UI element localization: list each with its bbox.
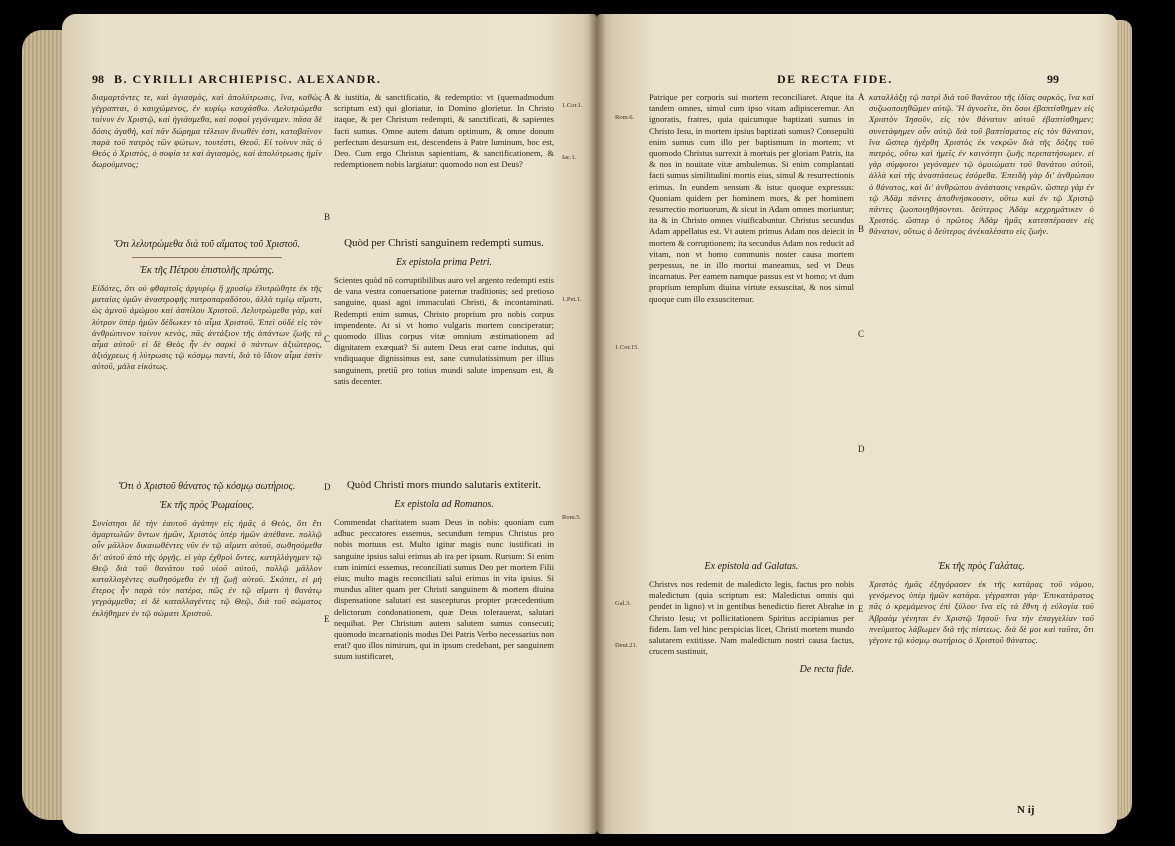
margin-note: Rom.5.: [562, 514, 582, 521]
margin-note: 1.Pet.1.: [562, 296, 582, 303]
divider: [132, 257, 282, 258]
section-letter: B: [324, 212, 331, 222]
margin-note: Iac.1.: [562, 154, 577, 161]
page-number: 99: [1047, 72, 1059, 86]
section-letter: D: [858, 444, 865, 454]
section-letter: D: [324, 482, 331, 492]
greek-section2-text: Συνίστησι δὲ τὴν ἑαυτοῦ ἀγάπην εἰς ἡμᾶς ὁ Θεὸς, ὅτι ἔτι ἁμαρτωλῶν ὄντων ἡμῶν, Χριστὸς ὑπὲρ ἡμῶν ἀπέθανε. πολλῷ οὖν μᾶλλον δικαιωθέντες νῦν ἐν τῷ αἵματι αὐτοῦ, σωθησόμεθα δι' αὐτοῦ ἀπὸ τῆς ὀργῆς. εἰ γὰρ ἐχθροὶ ὄντες, κατηλλάγημεν τῷ Θεῷ διὰ τοῦ θανάτου τοῦ υἱοῦ αὐτοῦ, πολλῷ μᾶλλον καταλλαγέντες σωθησόμεθα ἐν τῇ ζωῇ αὐτοῦ. Σκόπει, εἰ μὴ ἕτερος ἦν παρὰ τὸν πατέρα, πῶς ἐν τῷ αἵματι ἡ θανάτῳ γεγράμμεθα; εἰ δὲ καταλλαγέντες τῷ Θεῷ, διὰ τοῦ σώματος ἐκλήθημεν ἐν τῷ σώματι Χριστοῦ.: [92, 518, 322, 618]
greek-section1-text: Εἰδότες, ὅτι οὐ φθαρτοῖς ἀργυρίῳ ἢ χρυσίῳ ἐλυτρώθητε ἐκ τῆς ματαίας ὑμῶν ἀναστροφῆς πατροπαραδότου, ἀλλὰ τιμίῳ αἵματι, ὡς ἀμνοῦ ἀμώμου καὶ ἀσπίλου Χριστοῦ. Λελυτρώμεθα γὰρ, καὶ λύτρον ὑπὲρ ἡμῶν δέδωκεν τὸ αἷμα Χριστοῦ. Ἐπεὶ οὐδὲ εἰς τὸν ἀνθρώπινον τοίνυν κενὸς, πᾶς ἀντάξιον τῆς ἁπάντων ζωῆς τὸ αἷμα αὐτοῦ· εἰ δὲ Θεὸς ἦν ἐν σαρκὶ ὁ πάντων ἀξιώτερος, ἀξιόχρεως ἡ λύτρωσις τῷ κόσμῳ παντὶ, διὰ τὸ ἴδιον αἷμα ἐστὶν αὐτοῦ, μάλα εἰκότως.: [92, 283, 322, 372]
margin-note: 1.Cor.15.: [615, 344, 640, 351]
latin-galatians-source: Ex epistola ad Galatas.: [704, 561, 799, 572]
book-gutter: [588, 14, 606, 834]
section-letter: A: [858, 92, 865, 102]
margin-note: Gal.3.: [615, 600, 631, 607]
section-letter: B: [858, 224, 865, 234]
catchword: De recta fide.: [799, 664, 854, 676]
section-letter: A: [324, 92, 331, 102]
latin-galatians-text: Christvs nos redemit de maledicto legis, factus pro nobis maledictum (quia scriptum est: Maledictus omnis qui pendet in ligno) vt in gentibus benedictio fieret Abrahæ in Christo Iesu; vt pollicitationem Spiritus accipiamus per fidem. Iam vel hinc perspicias licet, Christi mortem mundo salutarem extitisse. Nam maledictum nostri causa factus, crucem sustinuit,: [649, 579, 854, 657]
greek-galatians-source: Ἐκ τῆς πρὸς Γαλάτας.: [938, 561, 1025, 572]
left-page: [62, 14, 597, 834]
greek-section1: [92, 232, 322, 375]
latin-section1-text: Scientes quòd nō corruptibilibus auro vel argento redempti estis de vana vestra conuersatione paternæ traditionis; sed pretioso sanguine, quasi agni immaculati Christi, & incontaminati. Redempti enim sumus, Christo proprium pro nobis corpus impendente. At si vt homo vulgaris mortem conciperatur; quomodo illius corpus vitæ omnium æstimationem ad dignitatem exæquat? Si autem Deus erat carne indutus, qui vndiquaque dignissimus est, sane cumulatissimum per illius sanguinem, pretiū pro totius mundi salute impensum est, & satis decenter.: [334, 275, 554, 386]
section-letter: E: [324, 614, 330, 624]
section-letter: C: [324, 334, 331, 344]
latin-section2: [334, 474, 554, 665]
greek-column-top: διαμαρτόντες τε, καὶ ἁγιασμὸς, καὶ ἀπολύτρωσις, ἵνα, καθὼς γέγραπται, ὁ καυχώμενος, ἐν κυρίῳ καυχάσθω. Λελυτρώμεθα τοίνυν ἐν Χριστῷ, καὶ ἡγιάσμεθα, καὶ σοφοὶ γεγόναμεν. πᾶσα δὲ δόσις ἀγαθὴ, καὶ πᾶν δώρημα τέλειον ἄνωθέν ἐστι, καταβαῖνον παρὰ τοῦ πατρὸς τῶν φώτων, τουτέστι, Θεοῦ. Εἰ τοίνυν πᾶς ὁ Θεὸς ὁ Χριστὸς, ὁ σοφία τε καὶ ἁγιασμὸς, καὶ ἀπολύτρωσις ἡμῖν δωρούμενος;: [92, 92, 322, 170]
latin-section1-source: Ex epistola prima Petri.: [395, 257, 493, 268]
latin-section2-title: Quòd Christi mors mundo salutaris extiterit.: [346, 479, 542, 491]
margin-note: Deut.21.: [615, 642, 638, 649]
latin-galatians: [649, 554, 854, 682]
margin-note: 1.Cor.1.: [562, 102, 583, 109]
signature-mark: N ij: [1017, 804, 1035, 816]
running-head: B. CYRILLI ARCHIEPISC. ALEXANDR.: [114, 72, 382, 86]
greek-galatians: [869, 554, 1094, 648]
margin-note: Rom.6.: [615, 114, 635, 121]
greek-section1-source: Ἐκ τῆς Πέτρου ἐπιστολῆς πρώτης.: [139, 265, 275, 276]
greek-section2-source: Ἐκ τῆς πρὸς Ῥωμαίους.: [159, 500, 255, 511]
latin-section1: [334, 232, 554, 389]
right-page: [597, 14, 1117, 834]
section-letter: C: [858, 329, 865, 339]
latin-section1-title: Quòd per Christi sanguinem redempti sumus.: [344, 237, 544, 249]
greek-galatians-text: Χριστὸς ἡμᾶς ἐξηγόρασεν ἐκ τῆς κατάρας τοῦ νόμου, γενόμενος ὑπὲρ ἡμῶν κατάρα. γέγραπται γάρ· Ἐπικατάρατος πᾶς ὁ κρεμάμενος ἐπὶ ξύλου· ἵνα εἰς τὰ ἔθνη ἡ εὐλογία τοῦ Ἀβραὰμ γένηται ἐν Χριστῷ Ἰησοῦ· ἵνα τὴν ἐπαγγελίαν τοῦ πνεύματος λάβωμεν διὰ τῆς πίστεως. διὰ δὲ μοι καὶ ταῦτα, ὅτι γέγονε τῷ κόσμῳ σωτήριος ὁ Χριστοῦ θάνατος.: [869, 579, 1094, 646]
greek-column: καταλλάξῃ τῷ πατρὶ διὰ τοῦ θανάτου τῆς ἰδίας σαρκὸς, ἵνα καὶ συζωοποιηθῶμεν αὐτῷ. Ἢ ἀγνοεῖτε, ὅτι ὅσοι ἐβαπτίσθημεν εἰς Χριστὸν Ἰησοῦν, εἰς τὸν θάνατον αὐτοῦ ἐβαπτίσθημεν; συνετάφημεν οὖν αὐτῷ διὰ τοῦ βαπτίσματος εἰς τὸν θάνατον, ἵνα ὥσπερ ἠγέρθη Χριστὸς ἐκ νεκρῶν διὰ τῆς δόξης τοῦ πατρὸς, οὕτω καὶ ἡμεῖς ἐν καινότητι ζωῆς περιπατήσωμεν. εἰ γὰρ σύμφυτοι γεγόναμεν τῷ ὁμοιώματι τοῦ θανάτου αὐτοῦ, ἀλλὰ καὶ τῆς ἀναστάσεως ἐσόμεθα. Ἐπειδὴ γὰρ δι' ἀνθρώπου ὁ θάνατος, καὶ δι' ἀνθρώπου ἀνάστασις νεκρῶν. ὥσπερ γὰρ ἐν τῷ Ἀδὰμ πάντες ἀποθνήσκουσιν, οὕτω καὶ ἐν τῷ Χριστῷ πάντες ζωοποιηθήσονται. δεύτερος Ἀδὰμ κεχρημάτικεν ὁ Χριστός. ὥσπερ ὁ πρῶτος Ἀδὰμ ἡμᾶς κατεσπέρασεν εἰς θάνατον, οὕτως ὁ δεύτερος ἀνέκαλέσατο εἰς ζωὴν.: [869, 92, 1094, 237]
latin-column-top: & iustitia, & sanctificatio, & redemptio: vt (quemadmodum scriptum est) qui gloriatur, in Domino glorietur. In Christo itaque, & per Christum redempti, & sanctificati, & sapientes facti sumus. Omne autem datum optimum, & omne donum perfectum desursum est, descendens à Patre luminum, hoc est, Deo. Cum ergo Christus sapientiam, & sanctificationem, & redemptionem nobis largiatur: quomodo non est Deus?: [334, 92, 554, 170]
latin-section2-source: Ex epistola ad Romanos.: [394, 499, 494, 510]
running-head: DE RECTA FIDE.: [777, 72, 893, 86]
section-letter: E: [858, 604, 864, 614]
greek-section2-title: Ὅτι ὁ Χριστοῦ θάνατος τῷ κόσμῳ σωτήριος.: [118, 481, 296, 492]
greek-section1-title: Ὅτι λελυτρώμεθα διὰ τοῦ αἵματος τοῦ Χριστοῦ.: [114, 239, 300, 250]
page-number: 98: [92, 72, 104, 86]
greek-section2: [92, 474, 322, 621]
latin-section2-text: Commendat charitatem suam Deus in nobis: quoniam cum adhuc peccatores essemus, secundum tempus Christus pro nobis mortuus est. Multo igitur magis nunc iustificati in sanguine ipsius salui erimus ab ira per ipsum. Rursum: Si enim cum inimici essemus, reconciliati sumus Deo per mortem Filii eius; multo magis reconciliati salui erimus in vita ipsius. Si mundus aliter quam per Christi sanguinem & mortem diuina dispensatione salutari est suscepturus propter præcedentium delictorum condonationem, quæ Deus tolerauerat, salutari nequibat. Per Christum autem salutem sumus consecuti; quomodo incarnationis modus Dei Patris Verbo necessarius non erat? quo illos nimirum, qui in ipsum credebant, per sanguinem suum iustificaret,: [334, 517, 554, 662]
latin-column: Patrique per corporis sui mortem reconciliaret. Atque ita tandem omnes, simul cum ipso vitam adipisceremur. An ignoratis, fratres, quia quicumque baptizati sumus in Christo Iesu, in mortem ipsius baptizati sumus? Consepulti enim sumus cum illo per baptismum in mortem; vt quomodo Christus surrexit à mortuis per gloriam Patris, ita & nos in nouitate vitæ ambulemus. Si enim complantati facti sumus similitudini mortis eius, simul & resurrectionis erimus. In eundem sensum & istuc quoque expressus: Quoniam quidem per hominem mors, & per hominem resurrectio mortuorum, & sicut in Adam omnes moriuntur; ita & in Christo omnes viuificabuntur. Christus secundus Adam appellatus est. Vt autem primus Adam nos deiecit in mortem & corruptionem; ita secundus Adam nos reducit ad vitam, non vt homo communis noster causa mortem perpessus, ne in illo mortui maneamus, sed vt Deus incarnatus. Per eamem namque passus est vt homo; vt dum proprium templum diuina virtute exsuscitat, & nos simul quoque cum illo exsuscitemur.: [649, 92, 854, 304]
